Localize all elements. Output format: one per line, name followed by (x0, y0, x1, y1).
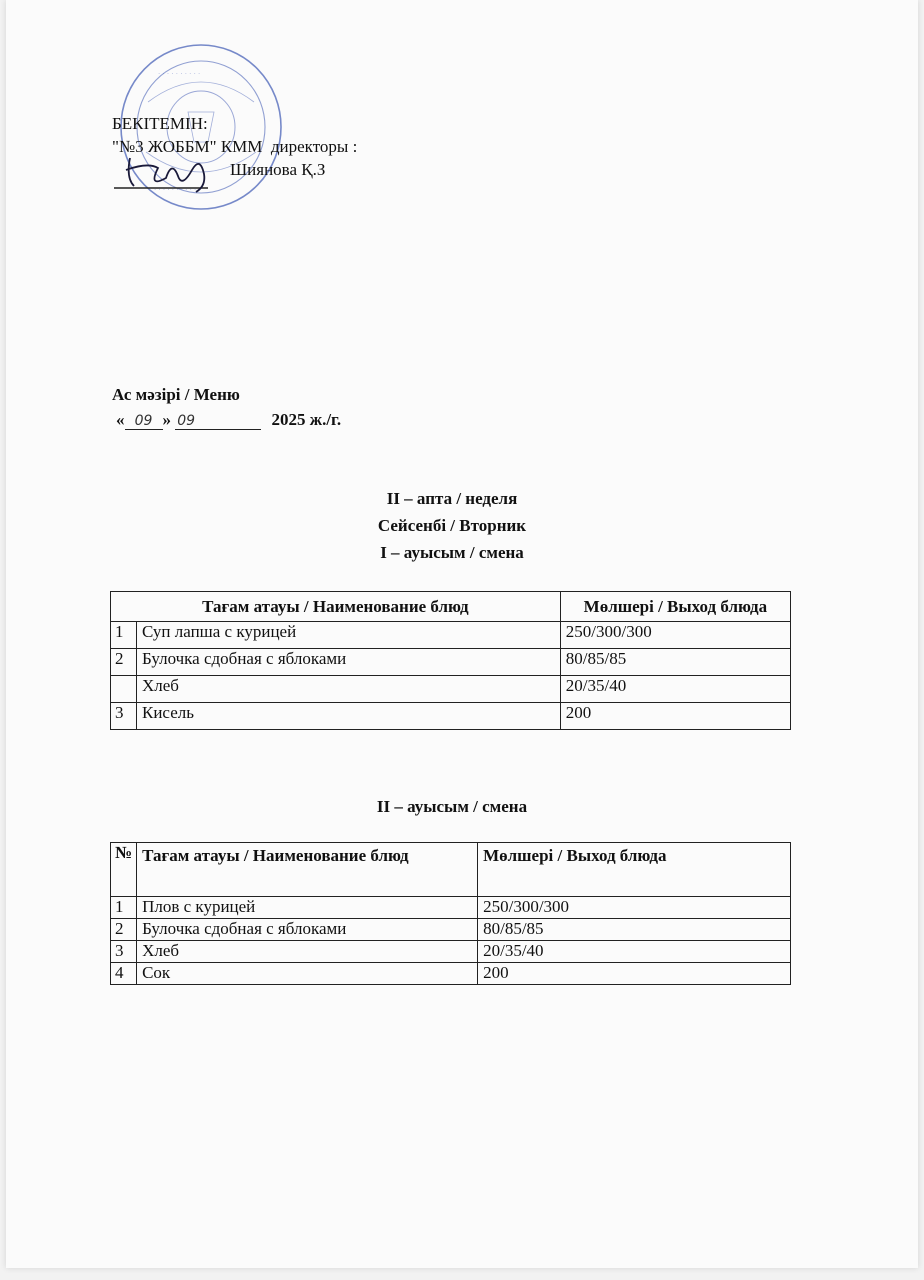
column-header-output: Мөлшері / Выход блюда (478, 843, 791, 897)
column-header-number: № (111, 843, 137, 897)
dish-output: 20/35/40 (478, 941, 791, 963)
menu-title: Ас мәзірі / Меню (112, 385, 240, 404)
dish-name: Булочка сдобная с яблоками (137, 919, 478, 941)
dish-name: Хлеб (137, 676, 561, 703)
dish-name: Суп лапша с курицей (137, 622, 561, 649)
date-close-quote: » (162, 410, 171, 429)
date-day: 09 (125, 413, 163, 430)
dish-output: 200 (560, 703, 790, 730)
row-number: 2 (111, 919, 137, 941)
row-number: 2 (111, 649, 137, 676)
director-name: Шиянова Қ.З (230, 160, 326, 179)
svg-text:· · · · · · · · · ·: · · · · · · · · · · (154, 186, 197, 194)
dish-output: 80/85/85 (478, 919, 791, 941)
row-number: 1 (111, 622, 137, 649)
director-signature (108, 148, 228, 198)
table-row (111, 703, 791, 730)
row-number: 3 (111, 941, 137, 963)
dish-name: Плов с курицей (137, 897, 478, 919)
row-number: 4 (111, 963, 137, 985)
dish-name: Кисель (137, 703, 561, 730)
row-number: 3 (111, 703, 137, 730)
dish-name: Хлеб (137, 941, 478, 963)
table-row (111, 919, 791, 941)
date-open-quote: « (116, 410, 125, 429)
table-row (111, 676, 791, 703)
table-header-row (111, 592, 791, 622)
shift2-table (110, 842, 791, 985)
dish-name: Сок (137, 963, 478, 985)
table-row (111, 622, 791, 649)
row-number (111, 676, 137, 703)
svg-text:· · · · · · · · · ·: · · · · · · · · · · (158, 70, 201, 78)
shift1-table (110, 591, 791, 730)
column-header-name: Тағам атауы / Наименование блюд (111, 592, 561, 622)
dish-output: 20/35/40 (560, 676, 790, 703)
dish-output: 250/300/300 (560, 622, 790, 649)
shift1-heading: I – ауысым / смена (380, 543, 524, 562)
dish-output: 200 (478, 963, 791, 985)
table-row (111, 649, 791, 676)
table-header-row (111, 843, 791, 897)
column-header-output: Мөлшері / Выход блюда (560, 592, 790, 622)
column-header-name: Тағам атауы / Наименование блюд (137, 843, 478, 897)
date-year: 2025 ж./г. (271, 410, 342, 429)
dish-output: 250/300/300 (478, 897, 791, 919)
dish-output: 80/85/85 (560, 649, 790, 676)
dish-name: Булочка сдобная с яблоками (137, 649, 561, 676)
row-number: 1 (111, 897, 137, 919)
week-heading: II – апта / неделя (386, 489, 518, 508)
table-row (111, 963, 791, 985)
menu-date (116, 410, 341, 430)
table-row (111, 941, 791, 963)
weekday-heading: Сейсенбі / Вторник (377, 516, 527, 535)
date-month: 09 (175, 413, 261, 430)
table-row (111, 897, 791, 919)
approval-heading: БЕКІТЕМІН: (112, 114, 208, 133)
shift2-heading: II – ауысым / смена (376, 797, 528, 816)
organization-line: "№3 ЖОББМ" КММ директоры : (112, 137, 358, 156)
